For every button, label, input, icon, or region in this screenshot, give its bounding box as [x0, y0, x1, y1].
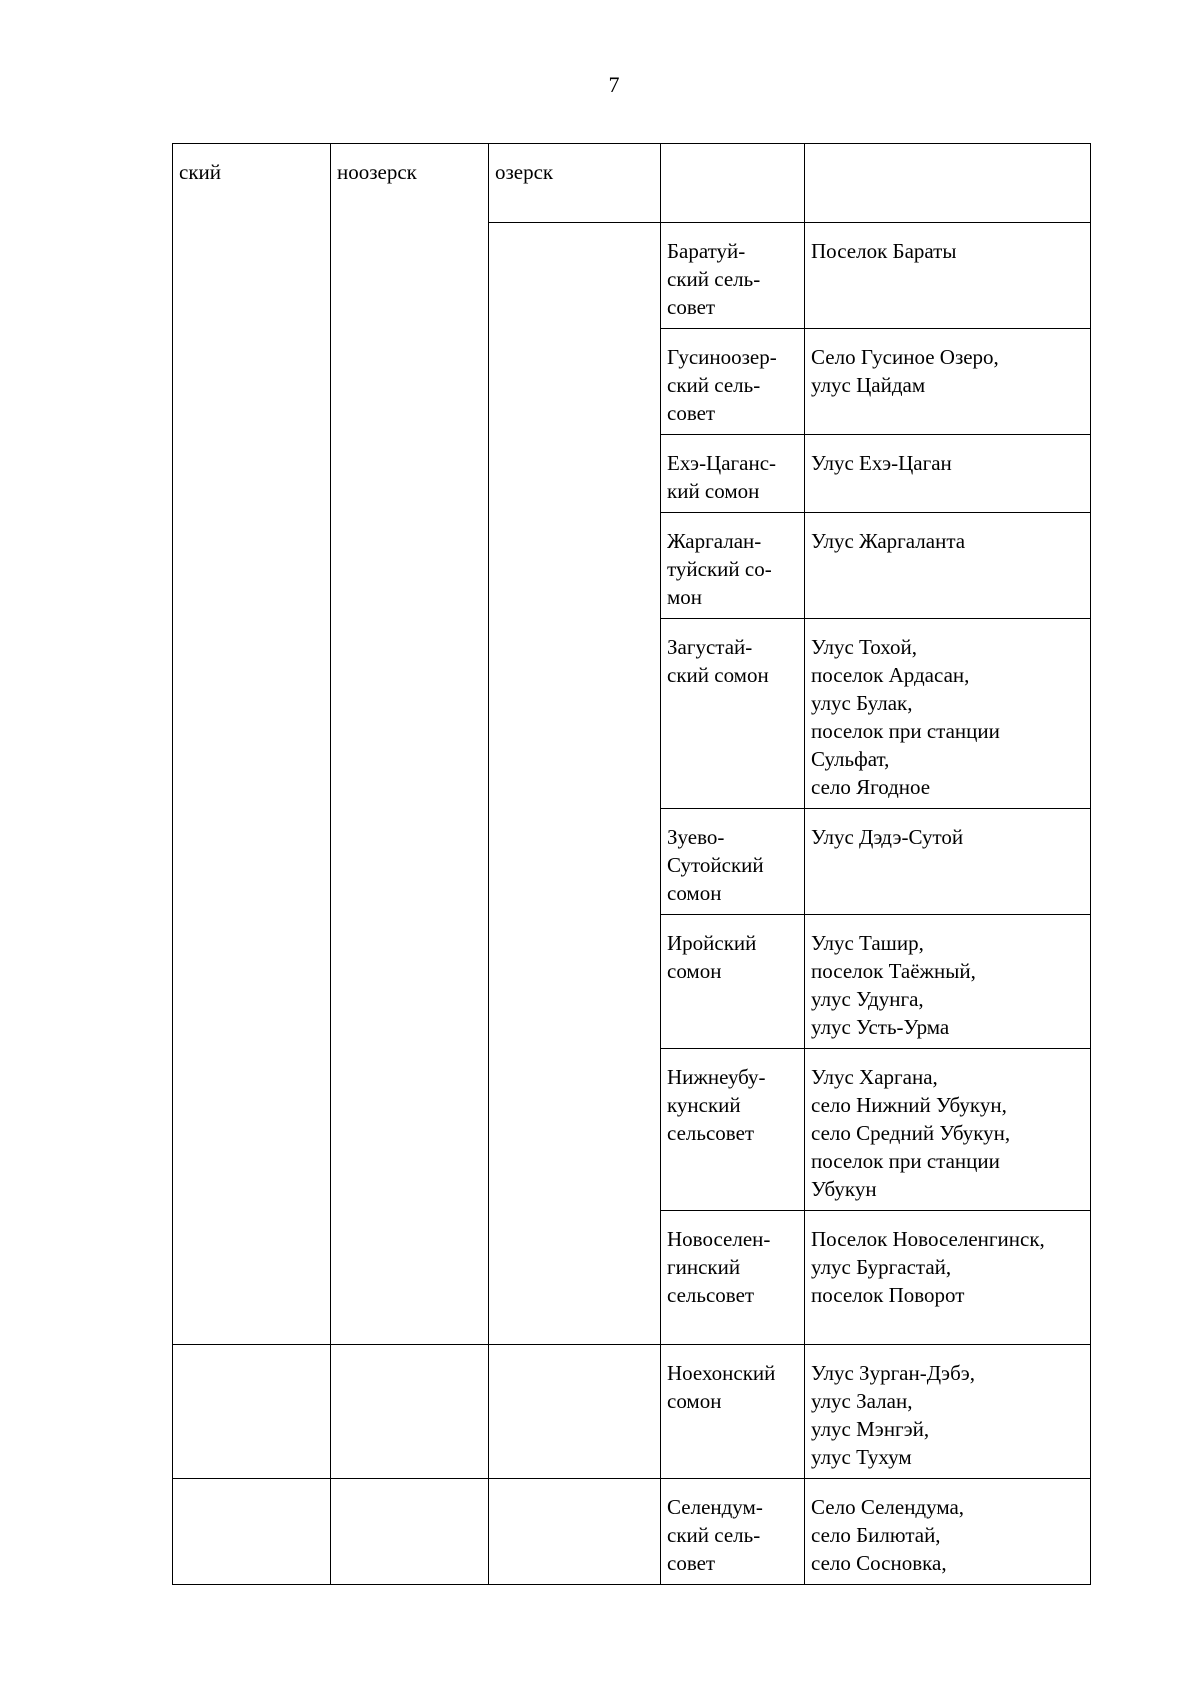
settlement-line: Улус Жаргаланта	[811, 529, 966, 553]
settlement-line: улус Залан,	[811, 1389, 913, 1413]
district-cell	[173, 1345, 331, 1479]
municipality-cell	[661, 809, 805, 915]
municipality-line: Жаргалан-	[667, 529, 762, 553]
settlement-line: село Ягодное	[811, 775, 931, 799]
municipality-line: ский сель-	[667, 267, 761, 291]
municipality-line: Ехэ-Цаганс-	[667, 451, 777, 475]
settlement-line: Улус Ташир,	[811, 931, 924, 955]
settlement-line: Улус Ехэ-Цаган	[811, 451, 952, 475]
municipality-line: сельсовет	[667, 1121, 755, 1145]
municipality-line: Ноехонский	[667, 1361, 776, 1385]
settlement-line: Поселок Бараты	[811, 239, 957, 263]
settlement-line: поселок при станции	[811, 1149, 1000, 1173]
municipality-line: Сутойский	[667, 853, 764, 877]
settlement-line: поселок Поворот	[811, 1283, 965, 1307]
municipality-line: Баратуй-	[667, 239, 746, 263]
municipality-cell	[661, 619, 805, 809]
settlement-line: Поселок Новоселенгинск,	[811, 1227, 1045, 1251]
settlement-line: село Средний Убукун,	[811, 1121, 1011, 1145]
municipality-line: Иройский	[667, 931, 757, 955]
settlements-cell	[805, 223, 1091, 329]
settlements-cell	[805, 144, 1091, 223]
settlement-line: Улус Харгана,	[811, 1065, 938, 1089]
page-number: 7	[608, 72, 620, 97]
municipality-cell	[661, 1211, 805, 1345]
settlements-cell	[805, 329, 1091, 435]
municipality-line: совет	[667, 1551, 716, 1575]
settlement-line: улус Усть-Урма	[811, 1015, 950, 1039]
settlements-cell	[805, 915, 1091, 1049]
settlement-line: село Сосновка,	[811, 1551, 947, 1575]
town-cell	[489, 223, 661, 1345]
municipality-line: сомон	[667, 1389, 722, 1413]
municipality-cell	[661, 223, 805, 329]
settlements-cell	[805, 513, 1091, 619]
center-cell	[331, 1345, 489, 1479]
municipality-line: кунский	[667, 1093, 741, 1117]
settlement-line: Сульфат,	[811, 747, 890, 771]
municipality-line: ский сомон	[667, 663, 769, 687]
municipality-cell	[661, 1049, 805, 1211]
settlement-line: село Билютай,	[811, 1523, 941, 1547]
municipality-line: ский сель-	[667, 373, 761, 397]
settlement-line: Убукун	[811, 1177, 877, 1201]
settlement-line: улус Цайдам	[811, 373, 926, 397]
settlement-line: Улус Тохой,	[811, 635, 917, 659]
table-row	[173, 1345, 1091, 1479]
center-cell	[331, 1479, 489, 1585]
settlements-cell	[805, 619, 1091, 809]
municipality-line: Загустай-	[667, 635, 753, 659]
town-cell	[489, 144, 661, 223]
town-text: озерск	[495, 160, 554, 184]
settlements-cell	[805, 1345, 1091, 1479]
municipality-line: мон	[667, 585, 703, 609]
district-cell	[173, 144, 331, 1345]
municipality-line: сомон	[667, 959, 722, 983]
settlement-line: улус Бургастай,	[811, 1255, 952, 1279]
municipality-cell	[661, 329, 805, 435]
municipality-line: Нижнеубу-	[667, 1065, 766, 1089]
municipality-line: туйский со-	[667, 557, 772, 581]
center-cell	[331, 144, 489, 1345]
settlement-line: Улус Зурган-Дэбэ,	[811, 1361, 976, 1385]
settlement-line: улус Удунга,	[811, 987, 924, 1011]
district-cell	[173, 1479, 331, 1585]
settlement-line: улус Булак,	[811, 691, 913, 715]
settlement-line: Улус Дэдэ-Сутой	[811, 825, 964, 849]
municipality-line: сомон	[667, 881, 722, 905]
settlement-line: Село Гусиное Озеро,	[811, 345, 999, 369]
settlement-line: село Нижний Убукун,	[811, 1093, 1007, 1117]
municipality-line: ский сель-	[667, 1523, 761, 1547]
municipality-line: совет	[667, 401, 716, 425]
settlements-cell	[805, 1479, 1091, 1585]
settlement-line: поселок Таёжный,	[811, 959, 976, 983]
town-cell	[489, 1345, 661, 1479]
municipality-line: кий сомон	[667, 479, 760, 503]
municipality-cell	[661, 1345, 805, 1479]
municipality-cell	[661, 144, 805, 223]
settlement-line: поселок Ардасан,	[811, 663, 970, 687]
center-text: ноозерск	[337, 160, 417, 184]
settlement-line: улус Тухум	[811, 1445, 912, 1469]
table-row	[173, 144, 1091, 223]
municipality-cell	[661, 915, 805, 1049]
settlements-cell	[805, 809, 1091, 915]
municipality-line: сельсовет	[667, 1283, 755, 1307]
settlements-cell	[805, 1211, 1091, 1345]
settlement-line: поселок при станции	[811, 719, 1000, 743]
town-cell	[489, 1479, 661, 1585]
municipality-line: Гусиноозер-	[667, 345, 777, 369]
municipality-line: гинский	[667, 1255, 741, 1279]
municipality-line: Селендум-	[667, 1495, 763, 1519]
district-text: ский	[179, 160, 221, 184]
municipality-cell	[661, 513, 805, 619]
municipality-cell	[661, 435, 805, 513]
settlements-table	[172, 143, 1091, 1585]
settlements-cell	[805, 435, 1091, 513]
municipality-line: совет	[667, 295, 716, 319]
municipality-line: Зуево-	[667, 825, 725, 849]
settlement-line: улус Мэнгэй,	[811, 1417, 930, 1441]
settlements-cell	[805, 1049, 1091, 1211]
settlement-line: Село Селендума,	[811, 1495, 965, 1519]
table-row	[173, 1479, 1091, 1585]
municipality-line: Новоселен-	[667, 1227, 771, 1251]
municipality-cell	[661, 1479, 805, 1585]
